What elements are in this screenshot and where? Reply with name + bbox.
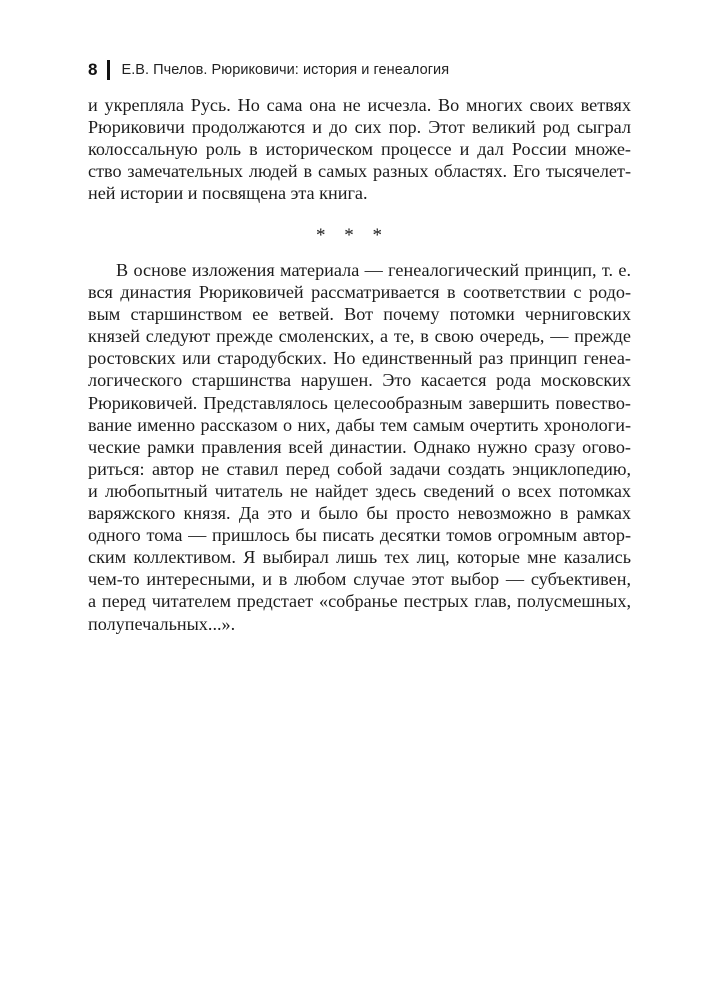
text-line: логического старшинства нарушен. Это касается рода московских <box>88 370 631 391</box>
text-line: риться: автор не ставил перед собой задачи создать энциклопедию, <box>88 458 631 479</box>
text-line: вым старшинством ее ветвей. Вот почему потомки черниговских <box>88 304 631 325</box>
header-divider <box>107 60 110 80</box>
text-line: вся династия Рюриковичей рассматривается в соответствии с родо- <box>88 282 631 303</box>
text-line: варяжского князя. Да это и было бы просто невозможно в рамках <box>88 503 631 524</box>
running-title: Е.В. Пчелов. Рюриковичи: история и генеалогия <box>121 62 450 78</box>
text-line: полупечальных...». <box>88 613 236 634</box>
text-line: и укрепляла Русь. Но сама она не исчезла. Во многих своих ветвях <box>88 95 631 115</box>
text-line: одного тома — пришлось бы писать десятки томов огромным автор- <box>88 525 631 546</box>
text-line: князей следуют прежде смоленских, а те, в свою очередь, — прежде <box>88 326 631 347</box>
text-line: Рюриковичи продолжаются и до сих пор. Этот великий род сыграл <box>88 117 631 138</box>
text-line: чем-то интересными, и в любом случае этот выбор — субъективен, <box>88 569 631 590</box>
running-head <box>88 58 449 82</box>
text-line: ней истории и посвящена эта книга. <box>88 183 368 204</box>
text-line: и любопытный читатель не найдет здесь сведений о всех потомках <box>88 480 631 501</box>
section-break-asterisks: * * * <box>316 225 389 246</box>
text-line: В основе изложения материала — генеалогический принцип, т. е. <box>116 260 631 280</box>
text-line: а перед читателем предстает «собранье пестрых глав, полусмешных, <box>88 591 631 612</box>
text-line: ческие рамки правления всей династии. Однако нужно сразу огово- <box>88 436 631 457</box>
text-line: вание именно рассказом о них, дабы тем самым очертить хронологи- <box>88 414 631 435</box>
text-line: ским коллективом. Я выбирал лишь тех лиц, которые мне казались <box>88 547 631 568</box>
page-number: 8 <box>88 60 98 79</box>
paragraph-1 <box>88 94 631 204</box>
text-line: Рюриковичей. Представлялось целесообразным завершить повество- <box>88 392 631 413</box>
text-line: ство замечательных людей в самых разных областях. Его тысячелет- <box>88 161 631 182</box>
text-line: ростовских или стародубских. Но единственный раз принцип генеа- <box>88 348 631 369</box>
text-line: колоссальную роль в историческом процессе и дал России множе- <box>88 139 631 160</box>
paragraph-2 <box>88 259 631 635</box>
